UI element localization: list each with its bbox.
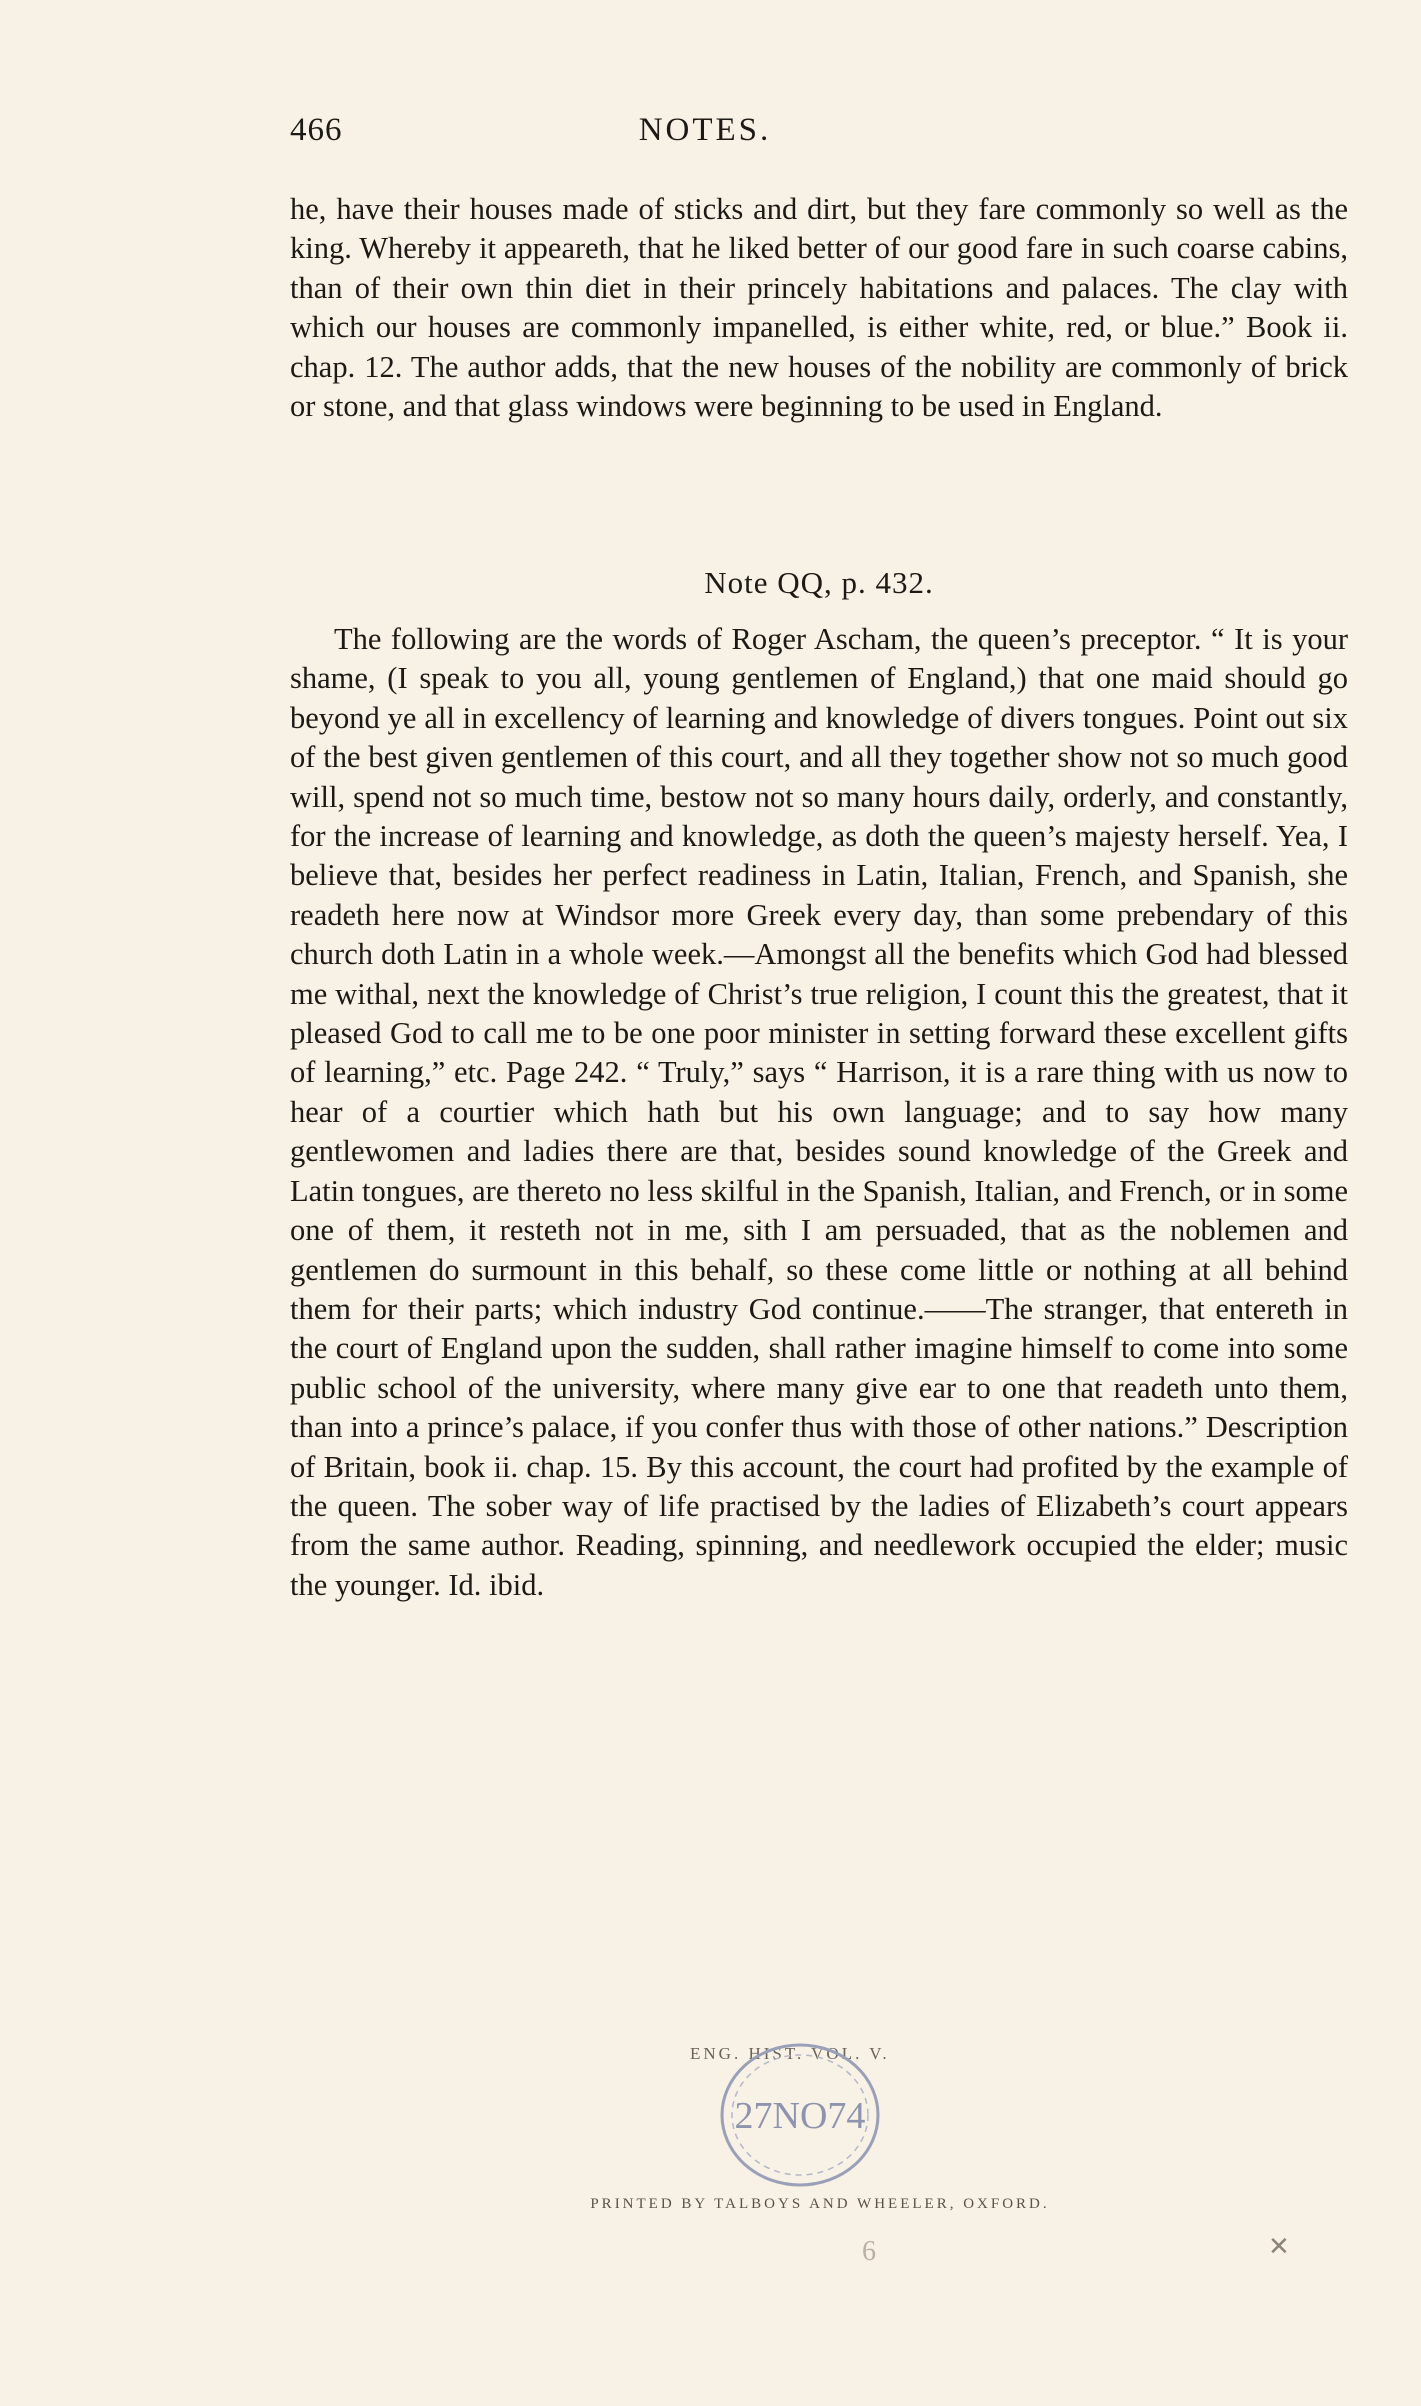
- stamp-seal-icon: [670, 2020, 930, 2190]
- corner-mark-icon: ✕: [1268, 2232, 1290, 2261]
- note-heading: Note QQ, p. 432.: [704, 565, 934, 600]
- pencil-mark: 6: [862, 2236, 876, 2267]
- continued-paragraph: he, have their houses made of sticks and dirt, but they fare commonly so well as the king. Whereby it appeareth, that he liked better of our good fare in such coarse cabins, than of their own thin diet in their princely habitations and palaces. The clay with which our houses are commonly impanelled, is either white, red, or blue.” Book ii. chap. 12. The author adds, that the new houses of the nobility are commonly of brick or stone, and that glass windows were beginning to be used in England.: [290, 192, 1348, 424]
- page-number: 466: [290, 112, 343, 148]
- library-stamp: [670, 2020, 930, 2190]
- running-title: NOTES.: [638, 112, 772, 148]
- printer-line: PRINTED BY TALBOYS AND WHEELER, OXFORD.: [590, 2196, 1050, 2212]
- running-head: [290, 112, 1120, 156]
- signature-line: ENG. HIST. VOL. V.: [690, 2044, 890, 2063]
- stamp-date: 27NO74: [734, 2095, 866, 2137]
- note-paragraph: The following are the words of Roger Ascham, the queen’s preceptor. “ It is your shame, (I speak to you all, young gentlemen of England,) that one maid should go beyond ye all in excellency of learning and knowledge of divers tongues. Point out six of the best given gentlemen of this court, and all they together show not so much good will, spend not so much time, bestow not so many hours daily, orderly, and constantly, for the increase of learning and knowledge, as doth the queen’s majesty herself. Yea, I believe that, besides her perfect readiness in Latin, Italian, French, and Spanish, she readeth here now at Windsor more Greek every day, than some prebendary of this church doth Latin in a whole week.—Amongst all the benefits which God had blessed me withal, next the knowledge of Christ’s true religion, I count this the greatest, that it pleased God to call me to be one poor minister in setting forward these excellent gifts of learning,” etc. Page 242. “ Truly,” says “ Harrison, it is a rare thing with us now to hear of a courtier which hath but his own language; and to say how many gentlewomen and ladies there are that, besides sound knowledge of the Greek and Latin tongues, are thereto no less skilful in the Spanish, Italian, and French, or in some one of them, it resteth not in me, sith I am persuaded, that as the noblemen and gentlemen do surmount in this behalf, so these come little or nothing at all behind them for their parts; which industry God continue.——The stranger, that entereth in the court of England upon the sudden, shall rather imagine himself to come into some public school of the university, where many give ear to one that readeth unto them, than into a prince’s palace, if you confer thus with those of other nations.” Description of Britain, book ii. chap. 15. By this account, the court had profited by the example of the queen. The sober way of life practised by the ladies of Elizabeth’s court appears from the same author. Reading, spinning, and needlework occupied the elder; music the younger. Id. ibid.: [290, 622, 1348, 1602]
